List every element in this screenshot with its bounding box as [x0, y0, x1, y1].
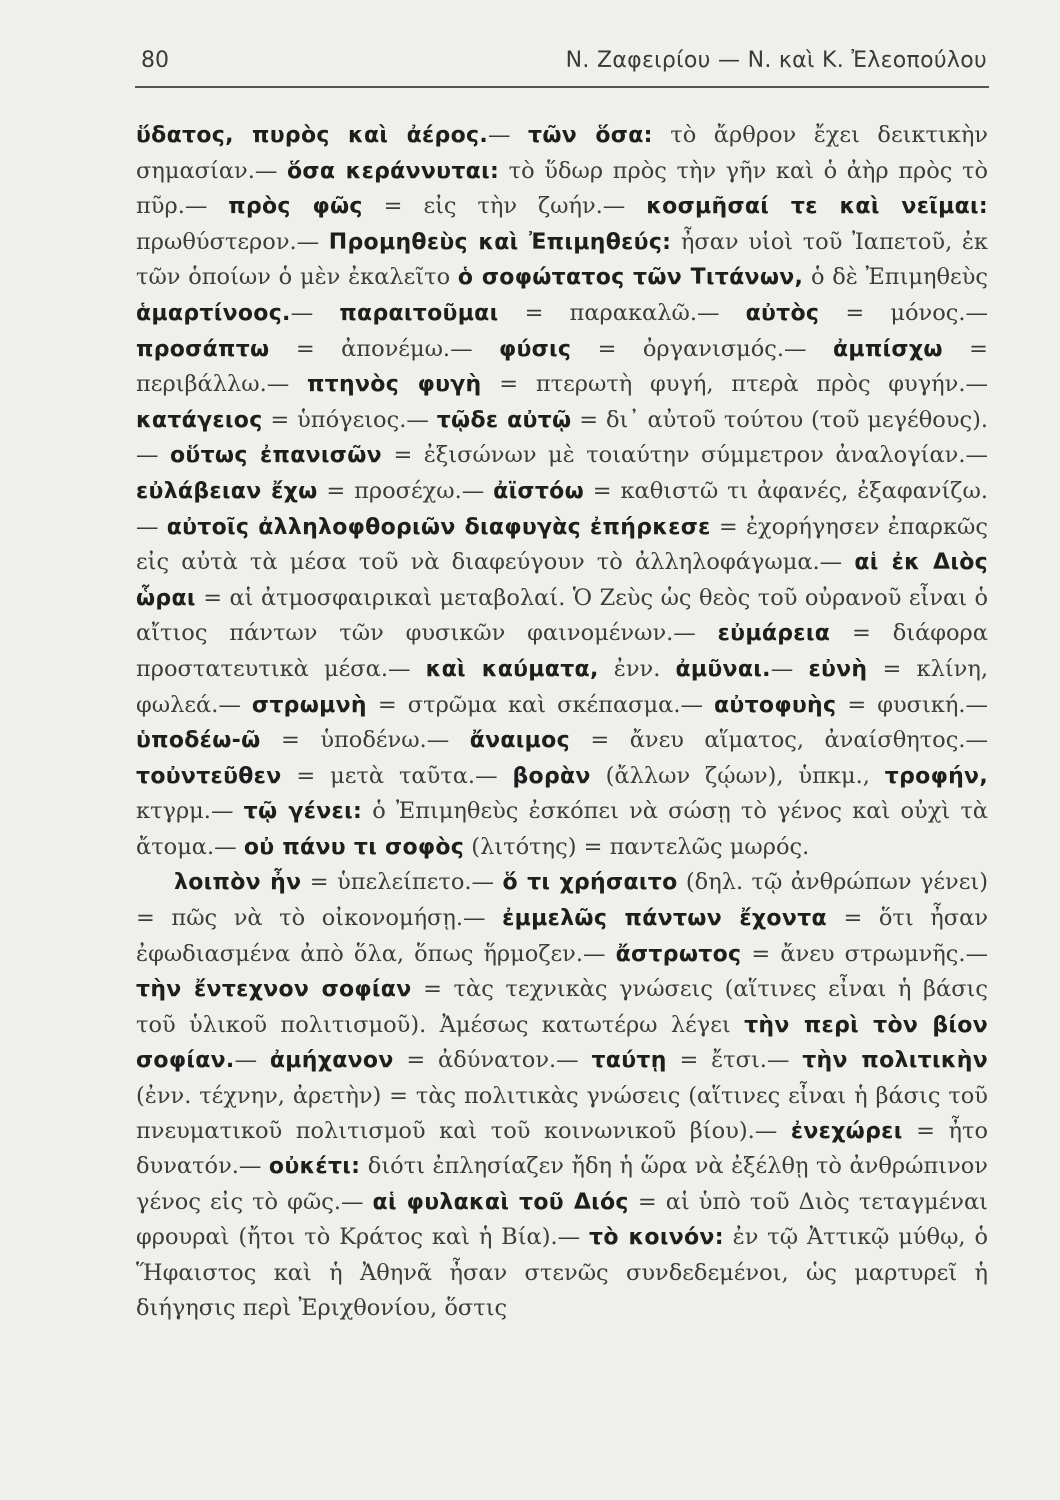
page-header — [135, 44, 987, 84]
lemma: οὕτως ἐπανισῶν — [170, 443, 382, 469]
lemma: τοὐντεῦθεν — [136, 763, 282, 789]
gloss: — — [234, 1047, 270, 1074]
gloss: (ἐνν. τέχνην, ἀρετὴν) = τὰς πολιτικὰς γνώσεις (αἵτινες εἶναι ἡ βάσις τοῦ πνευματικοῦ πολιτισμοῦ καὶ τοῦ κοινωνικοῦ βίου).— — [136, 1083, 988, 1144]
gloss: = ἐξισώνων μὲ τοιαύτην σύμμετρον ἀναλογίαν.— — [381, 442, 988, 469]
lemma: βορὰν — [512, 763, 591, 789]
gloss: = περιβάλλω.— — [136, 335, 988, 398]
lemma: φύσις — [498, 336, 572, 362]
gloss: = ἄνευ αἵματος, ἀναίσθητος.— — [569, 727, 988, 754]
gloss: = ἄνευ στρωμνῆς.— — [741, 940, 988, 967]
gloss: — — [488, 122, 529, 148]
running-title: Ν. Ζαφειρίου — Ν. καὶ Κ. Ἐλεοπούλου — [565, 48, 987, 73]
lemma: αὐτοφυὴς — [714, 692, 837, 718]
gloss: = ὀργανισμός.— — [571, 335, 833, 362]
gloss: τὸ ὕδωρ πρὸς τὴν γῆν καὶ ὁ ἀὴρ πρὸς τὸ πῦρ.— — [136, 157, 989, 220]
lemma: τροφήν, — [884, 763, 988, 789]
lemma: λοιπὸν ἦν — [174, 870, 302, 896]
gloss: = καθιστῶ τι ἀφανές, ἐξαφανίζω.— — [136, 477, 988, 540]
gloss: ὁ δὲ Ἐπιμηθεὺς — [803, 264, 988, 291]
lemma: εὐνὴ — [808, 656, 868, 682]
lemma: εὐλάβειαν ἔχω — [136, 478, 318, 504]
gloss: = τὰς τεχνικὰς γνώσεις (αἵτινες εἶναι ἡ βάσις τοῦ ὑλικοῦ πολιτισμοῦ). Ἀμέσως κατωτέρω λέγει — [136, 976, 988, 1038]
lemma: Προμηθεὺς καὶ Ἐπιμηθεύς: — [328, 229, 672, 255]
gloss: = φυσική.— — [836, 691, 988, 718]
gloss: = δι᾽ αὐτοῦ τούτου (τοῦ μεγέθους).— — [136, 406, 989, 469]
lemma: τὴν περὶ τὸν βίον σοφίαν. — [136, 1012, 988, 1074]
lemma: αἱ ἐκ Διὸς ὧραι — [136, 550, 988, 611]
gloss: = ἦτο δυνατόν.— — [136, 1117, 988, 1180]
gloss: = κλίνη, φωλεά.— — [136, 655, 988, 718]
lemma: τῷ γένει: — [243, 799, 363, 825]
lemma: ἀμήχανον — [269, 1048, 394, 1074]
gloss: = διάφορα προστατευτικὰ μέσα.— — [136, 620, 988, 682]
gloss: = μόνος.— — [819, 299, 988, 326]
lemma: προσάπτω — [136, 336, 270, 362]
lemma: κοσμῆσαί τε καὶ νεῖμαι: — [646, 194, 988, 220]
lemma: οὐ πάνυ τι σοφὸς — [243, 834, 465, 860]
lemma: οὐκέτι: — [268, 1154, 361, 1180]
lemma: ἀμπίσχω — [832, 336, 943, 362]
lemma: ἄναιμος — [469, 728, 570, 754]
lemma: ἐνεχώρει — [790, 1118, 903, 1144]
lemma: ὑποδέω-ῶ — [136, 728, 261, 754]
gloss: = προσέχω.— — [317, 477, 494, 504]
paragraph — [136, 118, 988, 865]
gloss: = μετὰ ταῦτα.— — [281, 762, 513, 789]
gloss: = ὑποδένω.— — [260, 727, 470, 754]
lemma: εὐμάρεια — [717, 621, 831, 647]
gloss: = αἱ ὑπὸ τοῦ Διὸς τεταγμέναι φρουραὶ (ἤτοι τὸ Κράτος καὶ ἡ Βία).— — [136, 1188, 988, 1251]
gloss: = ὑπόγειος.— — [262, 406, 437, 433]
gloss: κτγρμ.— — [136, 798, 244, 825]
gloss: = ὑπελείπετο.— — [301, 869, 503, 896]
gloss: τὸ ἄρθρον ἔχει δεικτικὴν σημασίαν.— — [136, 122, 988, 184]
page-number: 80 — [141, 48, 169, 73]
lemma: τῶν ὅσα: — [528, 123, 653, 148]
commentary-text — [136, 118, 988, 1325]
gloss: = ἀπονέμω.— — [269, 335, 499, 362]
lemma: αἱ φυλακαὶ τοῦ Διός — [372, 1189, 629, 1215]
gloss: = εἰς τὴν ζωήν.— — [362, 193, 647, 220]
gloss: ἦσαν υἱοὶ τοῦ Ἰαπετοῦ, ἐκ τῶν ὁποίων ὁ μὲν ἐκαλεῖτο — [136, 228, 988, 291]
lemma: στρωμνὴ — [251, 692, 367, 718]
lemma: τὴν πολιτικὴν — [802, 1048, 988, 1074]
gloss: = ἐχορήγησεν ἐπαρκῶς εἰς αὐτὰ τὰ μέσα τοῦ νὰ διαφεύγουν τὸ ἀλληλοφάγωμα.— — [136, 513, 989, 576]
lemma: τὸ κοινόν: — [589, 1225, 724, 1251]
lemma: ταύτῃ — [591, 1048, 667, 1074]
lemma: πτηνὸς φυγὴ — [306, 372, 482, 398]
lemma: ἁμαρτίνοος. — [136, 300, 291, 326]
gloss: = ἀδύνατον.— — [393, 1047, 592, 1074]
gloss: πρωθύστερον.— — [136, 228, 329, 255]
gloss: (ἄλλων ζῴων), ὑπκμ., — [590, 762, 885, 789]
lemma: αὐτὸς — [745, 300, 820, 326]
gloss: διότι ἐπλησίαζεν ἤδη ἡ ὥρα νὰ ἐξέλθῃ τὸ ἀνθρώπινον γένος εἰς τὸ φῶς.— — [136, 1153, 988, 1215]
header-rule — [135, 86, 989, 88]
lemma: τὴν ἔντεχνον σοφίαν — [136, 977, 412, 1003]
lemma: ἄστρωτος — [615, 941, 742, 967]
gloss: = παρακαλῶ.— — [498, 299, 746, 326]
lemma: ὅ τι χρήσαιτο — [502, 870, 678, 896]
gloss: ἐν τῷ Ἀττικῷ μύθῳ, ὁ Ἥφαιστος καὶ ἡ Ἀθηνᾶ ἦσαν στενῶς συνδεδεμένοι, ὡς μαρτυρεῖ ἡ διήγησις περὶ Ἐριχθονίου, ὅστις — [136, 1224, 989, 1321]
lemma: αὐτοῖς ἀλληλοφθοριῶν διαφυγὰς ἐπήρκεσε — [166, 514, 711, 540]
lemma: κατάγειος — [136, 407, 263, 433]
gloss: ὁ Ἐπιμηθεὺς ἐσκόπει νὰ σώσῃ τὸ γένος καὶ οὐχὶ τὰ ἄτομα.— — [136, 798, 988, 860]
lemma: τῷδε αὐτῷ — [436, 407, 572, 433]
gloss: ἐνν. — [598, 655, 676, 682]
gloss: = ἔτσι.— — [666, 1047, 803, 1074]
gloss: = στρῶμα καὶ σκέπασμα.— — [366, 691, 714, 718]
lemma: πρὸς φῶς — [228, 194, 363, 220]
gloss: (λιτότης) = παντελῶς μωρός. — [464, 833, 810, 860]
lemma: ὁ σοφώτατος τῶν Τιτάνων, — [457, 265, 804, 291]
lemma: ἀμῦναι. — [675, 656, 771, 682]
gloss: = ὅτι ἦσαν ἐφωδιασμένα ἀπὸ ὅλα, ὅπως ἥρμοζεν.— — [136, 905, 988, 967]
lemma: ὕδατος, πυρὸς καὶ ἀέρος. — [136, 123, 488, 148]
gloss: (δηλ. τῷ ἀνθρώπων γένει) = πῶς νὰ τὸ οἰκονομήσῃ.— — [136, 869, 988, 932]
gloss: — — [290, 299, 340, 326]
paragraph — [136, 865, 988, 1325]
gloss: = αἱ ἀτμοσφαιρικαὶ μεταβολαί. Ὁ Ζεὺς ὡς θεὸς τοῦ οὐρανοῦ εἶναι ὁ αἴτιος πάντων τῶν φυσικῶν φαινομένων.— — [136, 584, 988, 647]
lemma: ὅσα κεράννυται: — [286, 158, 500, 184]
lemma: καὶ καύματα, — [425, 656, 599, 682]
lemma: ἐμμελῶς πάντων ἔχοντα — [502, 906, 827, 932]
gloss: = πτερωτὴ φυγή, πτερὰ πρὸς φυγήν.— — [481, 371, 988, 398]
lemma: παραιτοῦμαι — [339, 300, 499, 326]
gloss: — — [770, 655, 809, 682]
lemma: ἀϊστόω — [493, 478, 584, 504]
